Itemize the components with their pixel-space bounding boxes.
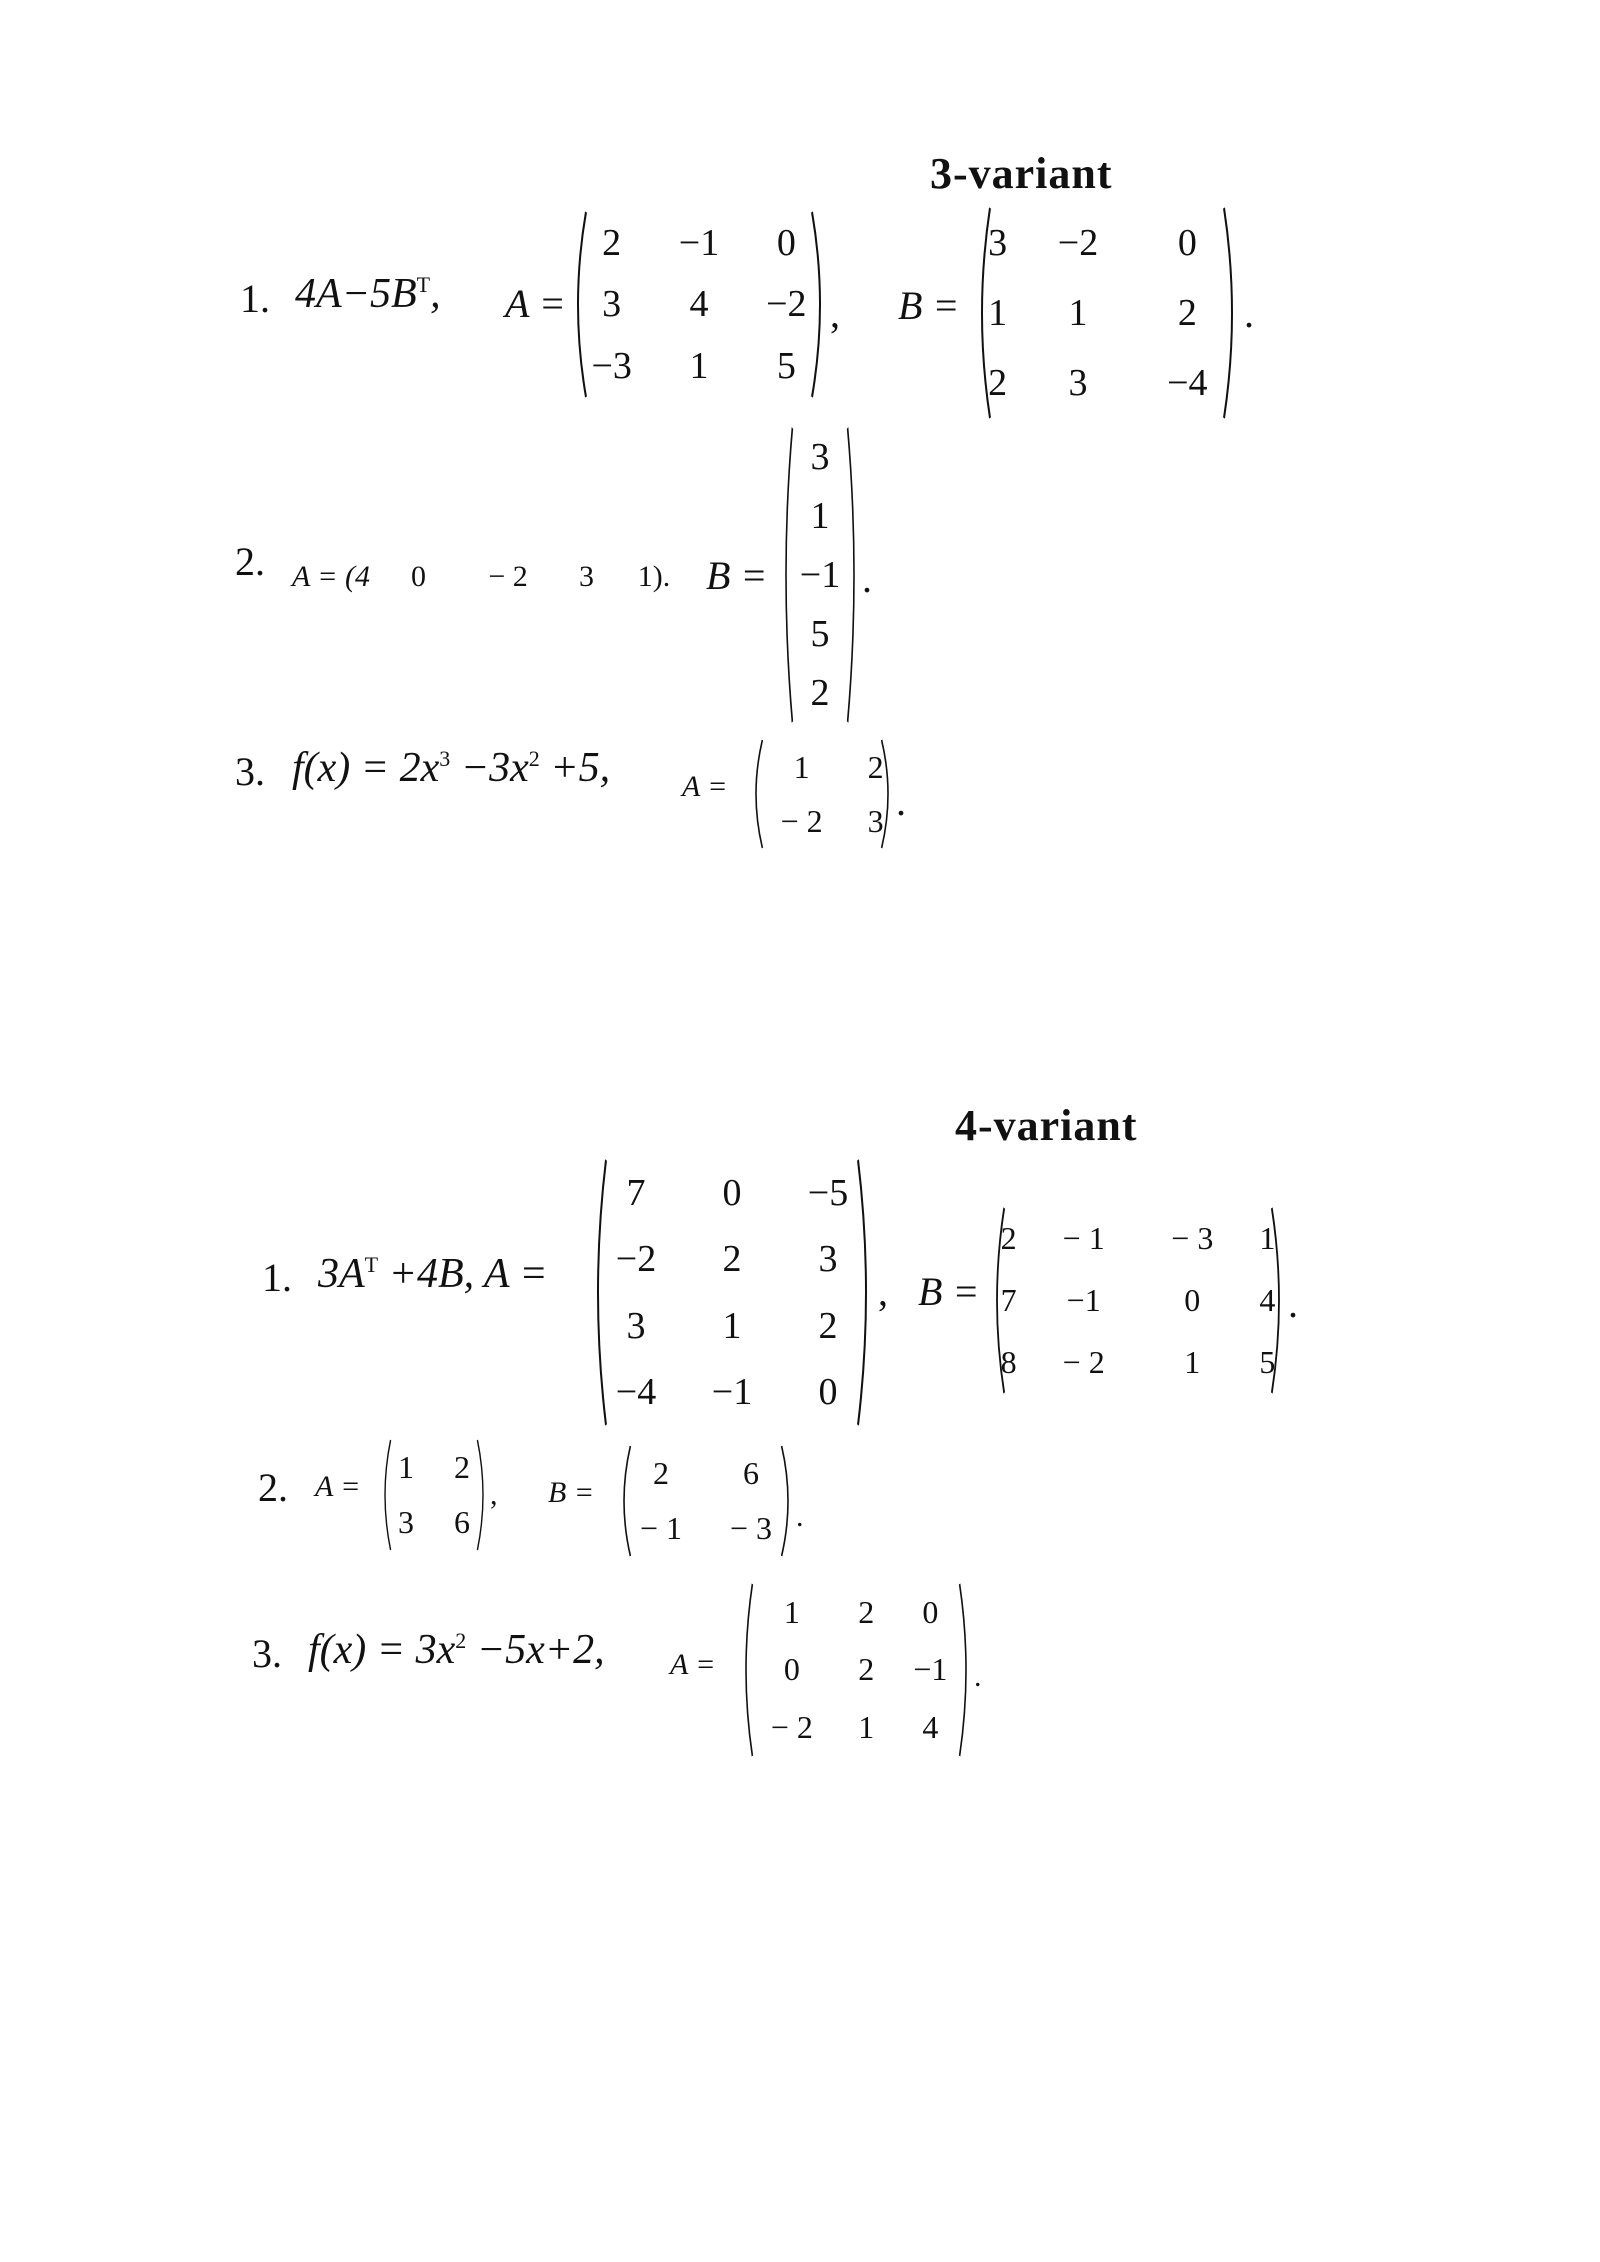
right-paren-icon (780, 1446, 796, 1556)
v3-p1-number: 1. (240, 276, 270, 321)
right-paren-icon (846, 428, 862, 722)
right-paren-icon (1270, 1208, 1288, 1393)
right-paren-icon (958, 1584, 974, 1756)
v4-p1-matrix-b-label: B = (918, 1269, 980, 1314)
v3-p2-matrix-b-trail: . (862, 556, 872, 601)
v3-p3-number: 3. (235, 749, 265, 794)
left-paren-icon (748, 740, 764, 848)
v4-p1-matrix-b-trail: . (1288, 1281, 1298, 1326)
left-paren-icon (588, 1160, 608, 1425)
v4-p3-matrix-a-label: A = (670, 1648, 716, 1681)
v3-p1-matrix-a-label: A = (505, 281, 566, 326)
v4-p2-number: 2. (258, 1465, 288, 1510)
v3-p3-matrix-a-trail: . (896, 779, 906, 824)
v3-p2-matrix-b-label: B = (706, 553, 768, 598)
v3-p3-matrix-a: 1 2 − 2 3 (748, 740, 896, 848)
v3-p1-expression: $4A-5B^T$, (295, 271, 441, 317)
v3-p2-column-vector-b: 3 1 −1 5 2 (778, 428, 862, 722)
v3-p1-matrix-a: 2 −1 0 3 4 −2 −3 1 5 (568, 212, 830, 397)
v4-p2-matrix-b: 2 6 − 1 − 3 (616, 1446, 796, 1556)
left-paren-icon (616, 1446, 632, 1556)
v4-p2-matrix-a-trail: , (490, 1478, 498, 1511)
v3-p2-number: 2. (235, 539, 265, 584)
left-paren-icon (738, 1584, 754, 1756)
left-paren-icon (988, 1208, 1006, 1393)
v3-p1-matrix-b-trail: . (1244, 291, 1254, 336)
v3-p2-row-vector: A = (4 0 − 2 3 1). (292, 560, 671, 593)
v3-p3-matrix-a-label: A = (682, 770, 728, 803)
v4-p2-matrix-a-label: A = (315, 1470, 361, 1503)
variant-4-title: 4-variant (955, 1101, 1138, 1150)
v3-p1-matrix-b: 3 −2 0 1 1 2 2 3 −4 (972, 208, 1242, 418)
left-paren-icon (972, 208, 992, 418)
left-paren-icon (778, 428, 794, 722)
right-paren-icon (1222, 208, 1242, 418)
v4-p1-number: 1. (262, 1255, 292, 1300)
v4-p1-matrix-b: 2 − 1 − 3 1 7 −1 0 4 8 − 2 1 5 (988, 1208, 1288, 1393)
v3-p1-matrix-a-trail: , (830, 291, 840, 336)
variant-3-title: 3-variant (930, 149, 1113, 198)
left-paren-icon (568, 212, 588, 397)
right-paren-icon (810, 212, 830, 397)
v4-p3-expression: $f(x) = 3x^2 -5x+2$, (308, 1627, 605, 1673)
v4-p3-matrix-a-trail: . (974, 1660, 982, 1693)
v4-p1-matrix-a: 7 0 −5 −2 2 3 3 1 2 −4 −1 0 (588, 1160, 876, 1425)
v4-p1-matrix-a-trail: , (878, 1269, 888, 1314)
v4-p3-matrix-a: 1 2 0 0 2 −1 − 2 1 4 (738, 1584, 974, 1756)
left-paren-icon (378, 1440, 392, 1550)
right-paren-icon (856, 1160, 876, 1425)
v4-p2-matrix-b-trail: . (796, 1500, 804, 1533)
v4-p2-matrix-b-label: B = (548, 1476, 595, 1509)
v3-p3-expression: $f(x) = 2x^3 -3x^2 +5$, (292, 745, 611, 791)
v4-p2-matrix-a: 1 2 3 6 (378, 1440, 490, 1550)
v3-p1-matrix-b-label: B = (898, 283, 960, 328)
v4-p1-expression: $3A^T +4B$, A = (318, 1251, 548, 1297)
right-paren-icon (476, 1440, 490, 1550)
v4-p3-number: 3. (252, 1631, 282, 1676)
right-paren-icon (880, 740, 896, 848)
